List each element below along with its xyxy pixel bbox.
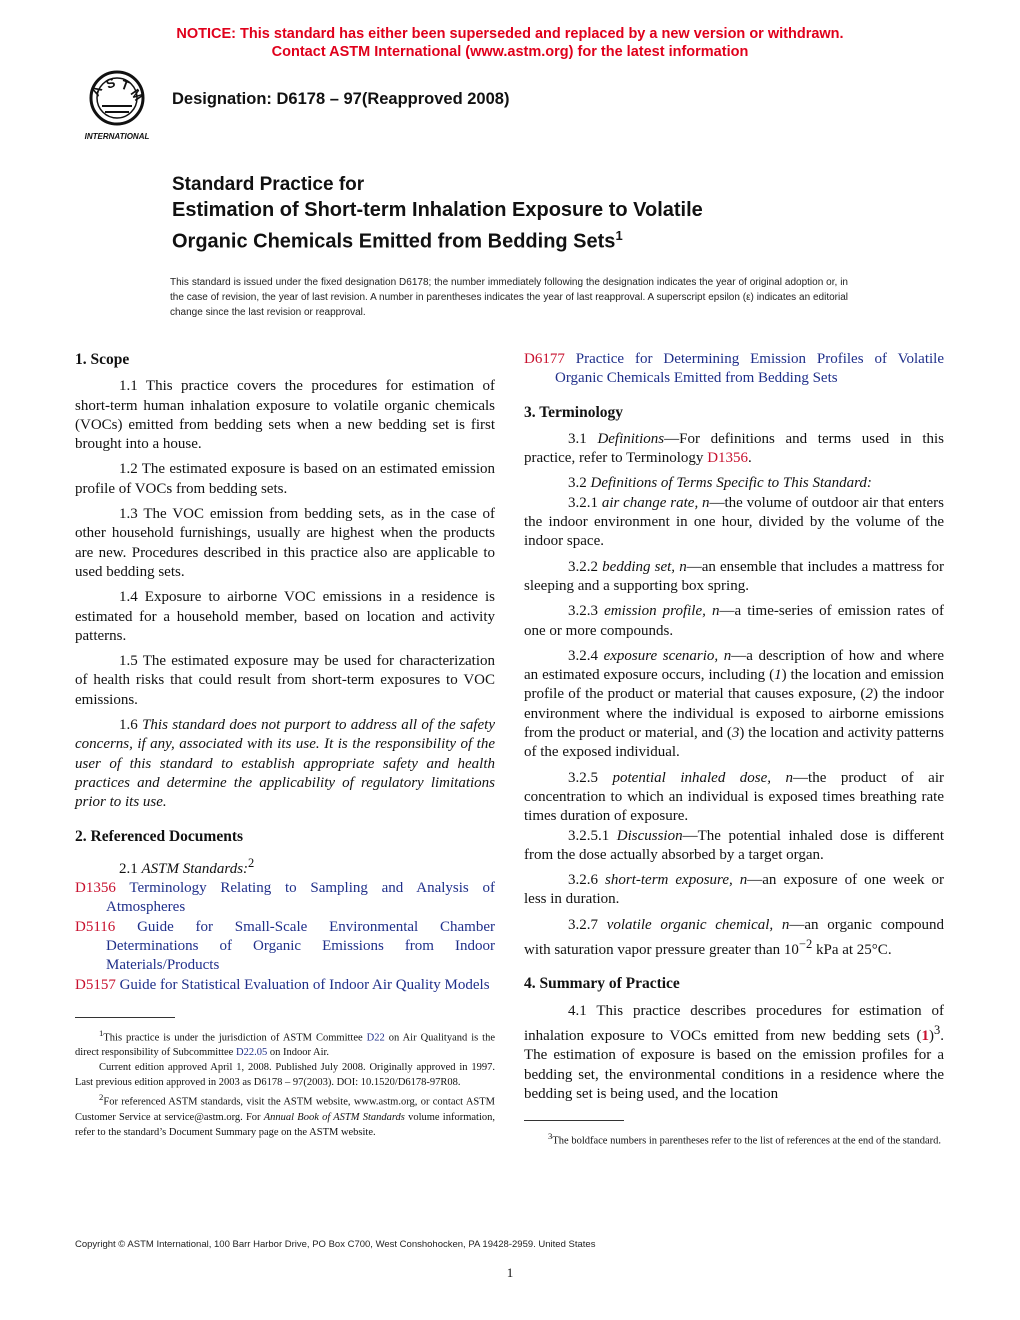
fn3-text: The boldface numbers in parentheses refer to the list of references at the end of the standard. xyxy=(552,1135,942,1147)
ref-item-d5157[interactable] xyxy=(75,976,495,995)
para-3-1-text: —For definitions and terms used in this practice, refer to Terminology xyxy=(524,430,944,467)
def-num: 3.2.4 xyxy=(568,647,598,664)
def-term: Discussion xyxy=(616,827,683,844)
svg-text:S: S xyxy=(103,74,118,92)
ref-item-d1356[interactable] xyxy=(75,879,495,918)
ref-title[interactable]: Guide for Statistical Evaluation of Indoor Air Quality Models xyxy=(119,976,490,993)
def-3-2-1 xyxy=(524,494,944,552)
fn2-text-a: For referenced ASTM standards, visit the ASTM website, www.astm.org, or contact ASTM Customer Service at service@astm.org. For xyxy=(75,1096,495,1123)
def-text-c: ) the indoor environment where the individual is exposed to airborne emissions from the product or material, and ( xyxy=(524,686,945,742)
para-2-1-num: 2.1 xyxy=(119,860,138,877)
link-d1356[interactable]: D1356 xyxy=(707,450,749,467)
def-text: —a time-series of emission rates of one or more compounds. xyxy=(524,603,945,639)
para-1-6-text: This standard does not purport to address all of the safety concerns, if any, associated with its use. It is the responsibility of the user of this standard to establish appropriate safety and health practices and determine the applicability of regulatory limitations prior to its use. xyxy=(75,717,496,811)
def-3-2-5 xyxy=(524,769,944,827)
para-3-1-num: 3.1 xyxy=(568,430,587,447)
left-column xyxy=(75,350,495,1140)
para-4-1-sup: 3 xyxy=(934,1022,941,1037)
footnote-1-edition: Current edition approved April 1, 2008. Published July 2008. Originally approved in 1997. Last previous edition approved in 2003 as D6178 – 97(2003). DOI: 10.1520/D6178-97R08. xyxy=(75,1062,495,1089)
document-title xyxy=(172,173,892,255)
notice-line-1: NOTICE: This standard has either been superseded and replaced by a new version or withdrawn. xyxy=(176,26,844,42)
def-text: —The potential inhaled dose is different from the dose actually absorbed by a target organ. xyxy=(524,827,944,863)
def-3-2-6 xyxy=(524,871,944,910)
section-3-heading: 3. Terminology xyxy=(524,403,624,421)
ref-code[interactable]: D5116 xyxy=(75,918,116,935)
def-exponent: −2 xyxy=(798,937,813,952)
def-text: —the product of air concentration to which an individual is exposed times breathing rate times duration of exposure. xyxy=(524,769,944,825)
section-4-heading: 4. Summary of Practice xyxy=(524,975,680,993)
astm-logo xyxy=(72,70,162,142)
svg-text:T: T xyxy=(118,76,132,94)
para-1-3: 1.3 The VOC emission from bedding sets, as in the case of other household furnishings, usually are highest when the products are new. Procedures described in this practice also are applicable to used bedding sets. xyxy=(75,506,495,580)
para-1-2: 1.2 The estimated exposure is based on an estimated emission profile of VOCs from bedding sets. xyxy=(75,461,495,497)
ref-code[interactable]: D5157 xyxy=(75,976,116,993)
footnote-3 xyxy=(524,1129,944,1149)
def-term: exposure scenario, n xyxy=(603,647,732,664)
astm-logo-icon xyxy=(72,70,162,142)
fn2-text-b: volume information, refer to the standard’s Document Summary page on the ASTM website. xyxy=(75,1111,495,1138)
fn1-link-d22[interactable]: D22 xyxy=(366,1032,385,1044)
def-item-2: 2 xyxy=(865,686,873,703)
para-3-2-num: 3.2 xyxy=(568,475,587,492)
def-num: 3.2.1 xyxy=(568,494,598,511)
page-number: 1 xyxy=(506,1265,514,1280)
fn3-mark: 3 xyxy=(548,1131,553,1142)
para-3-2-term: Definitions of Terms Specific to This Standard: xyxy=(590,475,872,492)
title-line-1: Standard Practice for xyxy=(172,174,365,195)
para-3-1-term: Definitions xyxy=(597,430,665,447)
ref-code[interactable]: D1356 xyxy=(75,880,116,897)
withdrawal-notice xyxy=(0,25,1020,61)
def-item-1: 1 xyxy=(774,667,782,684)
def-text-b: kPa at 25°C. xyxy=(812,942,892,959)
def-num: 3.2.5.1 xyxy=(568,827,610,844)
ref-title[interactable]: Guide for Small-Scale Environmental Chamber Determinations of Organic Emissions from Indoor Materials/Products xyxy=(106,918,495,974)
def-item-3: 3 xyxy=(731,725,740,742)
title-line-3 xyxy=(172,223,892,255)
para-4-1-paren: ) xyxy=(929,1027,934,1044)
right-column xyxy=(524,350,944,1149)
notice-line-2: Contact ASTM International (www.astm.org) for the latest information xyxy=(271,44,749,60)
def-term: emission profile, n xyxy=(604,603,720,620)
def-3-2-7 xyxy=(524,916,944,961)
para-4-1-text-b: . The estimation of exposure is based on the emission profiles for a bedding set, the environmental conditions in a residence where the bedding set is being used, and the location xyxy=(524,1027,944,1102)
preamble: This standard is issued under the fixed designation D6178; the number immediately following the designation indicates the year of original adoption or, in the case of revision, the year of last revision. A number in parentheses indicates the year of last reapproval. A superscript epsilon (ε) indicates an editorial change since the last revision or reapproval. xyxy=(170,277,848,318)
def-text: —an ensemble that includes a mattress for sleeping and a supporting box spring. xyxy=(524,558,945,594)
def-text-a: —an organic compound with saturation vapor pressure greater than 10 xyxy=(524,916,944,959)
fn1-text-b: on Air Qualityand is the direct responsibility of Subcommittee xyxy=(75,1032,496,1059)
def-term: short-term exposure, n xyxy=(605,872,748,889)
para-4-1 xyxy=(524,1002,944,1104)
def-term: bedding set, n xyxy=(602,558,687,575)
footnote-divider xyxy=(524,1120,624,1121)
def-text: —the volume of outdoor air that enters the indoor environment in one hour, divided by the volume of the indoor space. xyxy=(524,494,945,550)
para-4-1-text-a: 4.1 This practice describes procedures for estimation of inhalation exposure to VOCs emitted from new bedding sets ( xyxy=(524,1002,944,1044)
para-2-1-sup: 2 xyxy=(248,855,255,870)
def-3-2-4 xyxy=(524,647,944,763)
def-num: 3.2.3 xyxy=(568,603,598,620)
title-line-2: Estimation of Short-term Inhalation Exposure to Volatile xyxy=(172,199,703,221)
def-3-2-3 xyxy=(524,602,944,641)
ref-link-1[interactable]: 1 xyxy=(921,1027,929,1044)
para-3-1 xyxy=(524,430,944,469)
def-3-2-5-1 xyxy=(524,827,944,866)
ref-code[interactable]: D6177 xyxy=(524,351,565,367)
def-3-2-2 xyxy=(524,558,944,597)
copyright-footer: Copyright © ASTM International, 100 Barr Harbor Drive, PO Box C700, West Conshohocken, PA 19428-2959. United States xyxy=(75,1239,596,1250)
fn1-text-a: This practice is under the jurisdiction of ASTM Committee xyxy=(103,1032,363,1044)
def-term: potential inhaled dose, n xyxy=(612,769,794,786)
fn1-link-d2205[interactable]: D22.05 xyxy=(235,1047,268,1059)
designation: Designation: D6178 – 97(Reapproved 2008) xyxy=(172,90,510,108)
para-2-1-text: ASTM Standards: xyxy=(141,860,249,877)
fn1-mark: 1 xyxy=(99,1027,104,1038)
fn1-text-c: on Indoor Air. xyxy=(269,1047,330,1059)
para-3-2 xyxy=(524,474,944,493)
def-num: 3.2.7 xyxy=(568,916,598,933)
footnote-divider xyxy=(75,1017,175,1018)
ref-title[interactable]: Terminology Relating to Sampling and Analysis of Atmospheres xyxy=(106,880,495,916)
section-1-heading: 1. Scope xyxy=(75,351,130,368)
para-3-1-end: . xyxy=(748,450,752,467)
def-text-b: ) the location and emission profile of the product or material that causes exposure, ( xyxy=(524,667,944,703)
para-2-1 xyxy=(75,854,495,879)
ref-title[interactable]: Practice for Determining Emission Profiles of Volatile Organic Chemicals Emitted from Bedding Sets xyxy=(555,351,945,387)
para-1-4: 1.4 Exposure to airborne VOC emissions in a residence is estimated for a household member, based on location and activity patterns. xyxy=(75,589,495,644)
footnote-2 xyxy=(75,1090,495,1140)
para-1-6-num: 1.6 xyxy=(119,717,138,734)
fn2-italic: Annual Book of ASTM Standards xyxy=(263,1111,405,1123)
ref-item-d5116[interactable] xyxy=(75,918,495,976)
svg-text:M: M xyxy=(127,86,147,104)
def-text-a: —a description of how and where an estimated exposure occurs, including ( xyxy=(524,647,945,684)
para-1-1: 1.1 This practice covers the procedures for estimation of short-term human inhalation exposure to volatile organic chemicals (VOCs) emitted from bedding sets when a new bedding set is first brought into a house. xyxy=(75,378,495,453)
title-footnote-mark: 1 xyxy=(615,228,623,243)
para-1-6 xyxy=(75,716,495,812)
fn2-mark: 2 xyxy=(99,1092,104,1103)
ref-item-d6177[interactable] xyxy=(524,350,944,389)
def-term: volatile organic chemical, n xyxy=(606,916,790,933)
footnote-1 xyxy=(75,1026,495,1061)
title-line-3-text: Organic Chemicals Emitted from Bedding Sets xyxy=(172,230,616,253)
def-term: air change rate, n xyxy=(601,494,710,511)
def-num: 3.2.6 xyxy=(568,872,598,889)
para-1-5: 1.5 The estimated exposure may be used for characterization of health risks that could result from short-term exposures to VOC emissions. xyxy=(75,653,495,708)
section-2-heading: 2. Referenced Documents xyxy=(75,827,244,845)
def-num: 3.2.2 xyxy=(568,558,598,575)
svg-text:A: A xyxy=(87,82,106,99)
def-num: 3.2.5 xyxy=(568,769,598,786)
def-text-d: ) the location and activity patterns of the exposed individual. xyxy=(524,725,945,761)
logo-text: INTERNATIONAL xyxy=(84,132,150,141)
def-text: —an exposure of one week or less in duration. xyxy=(524,872,944,908)
